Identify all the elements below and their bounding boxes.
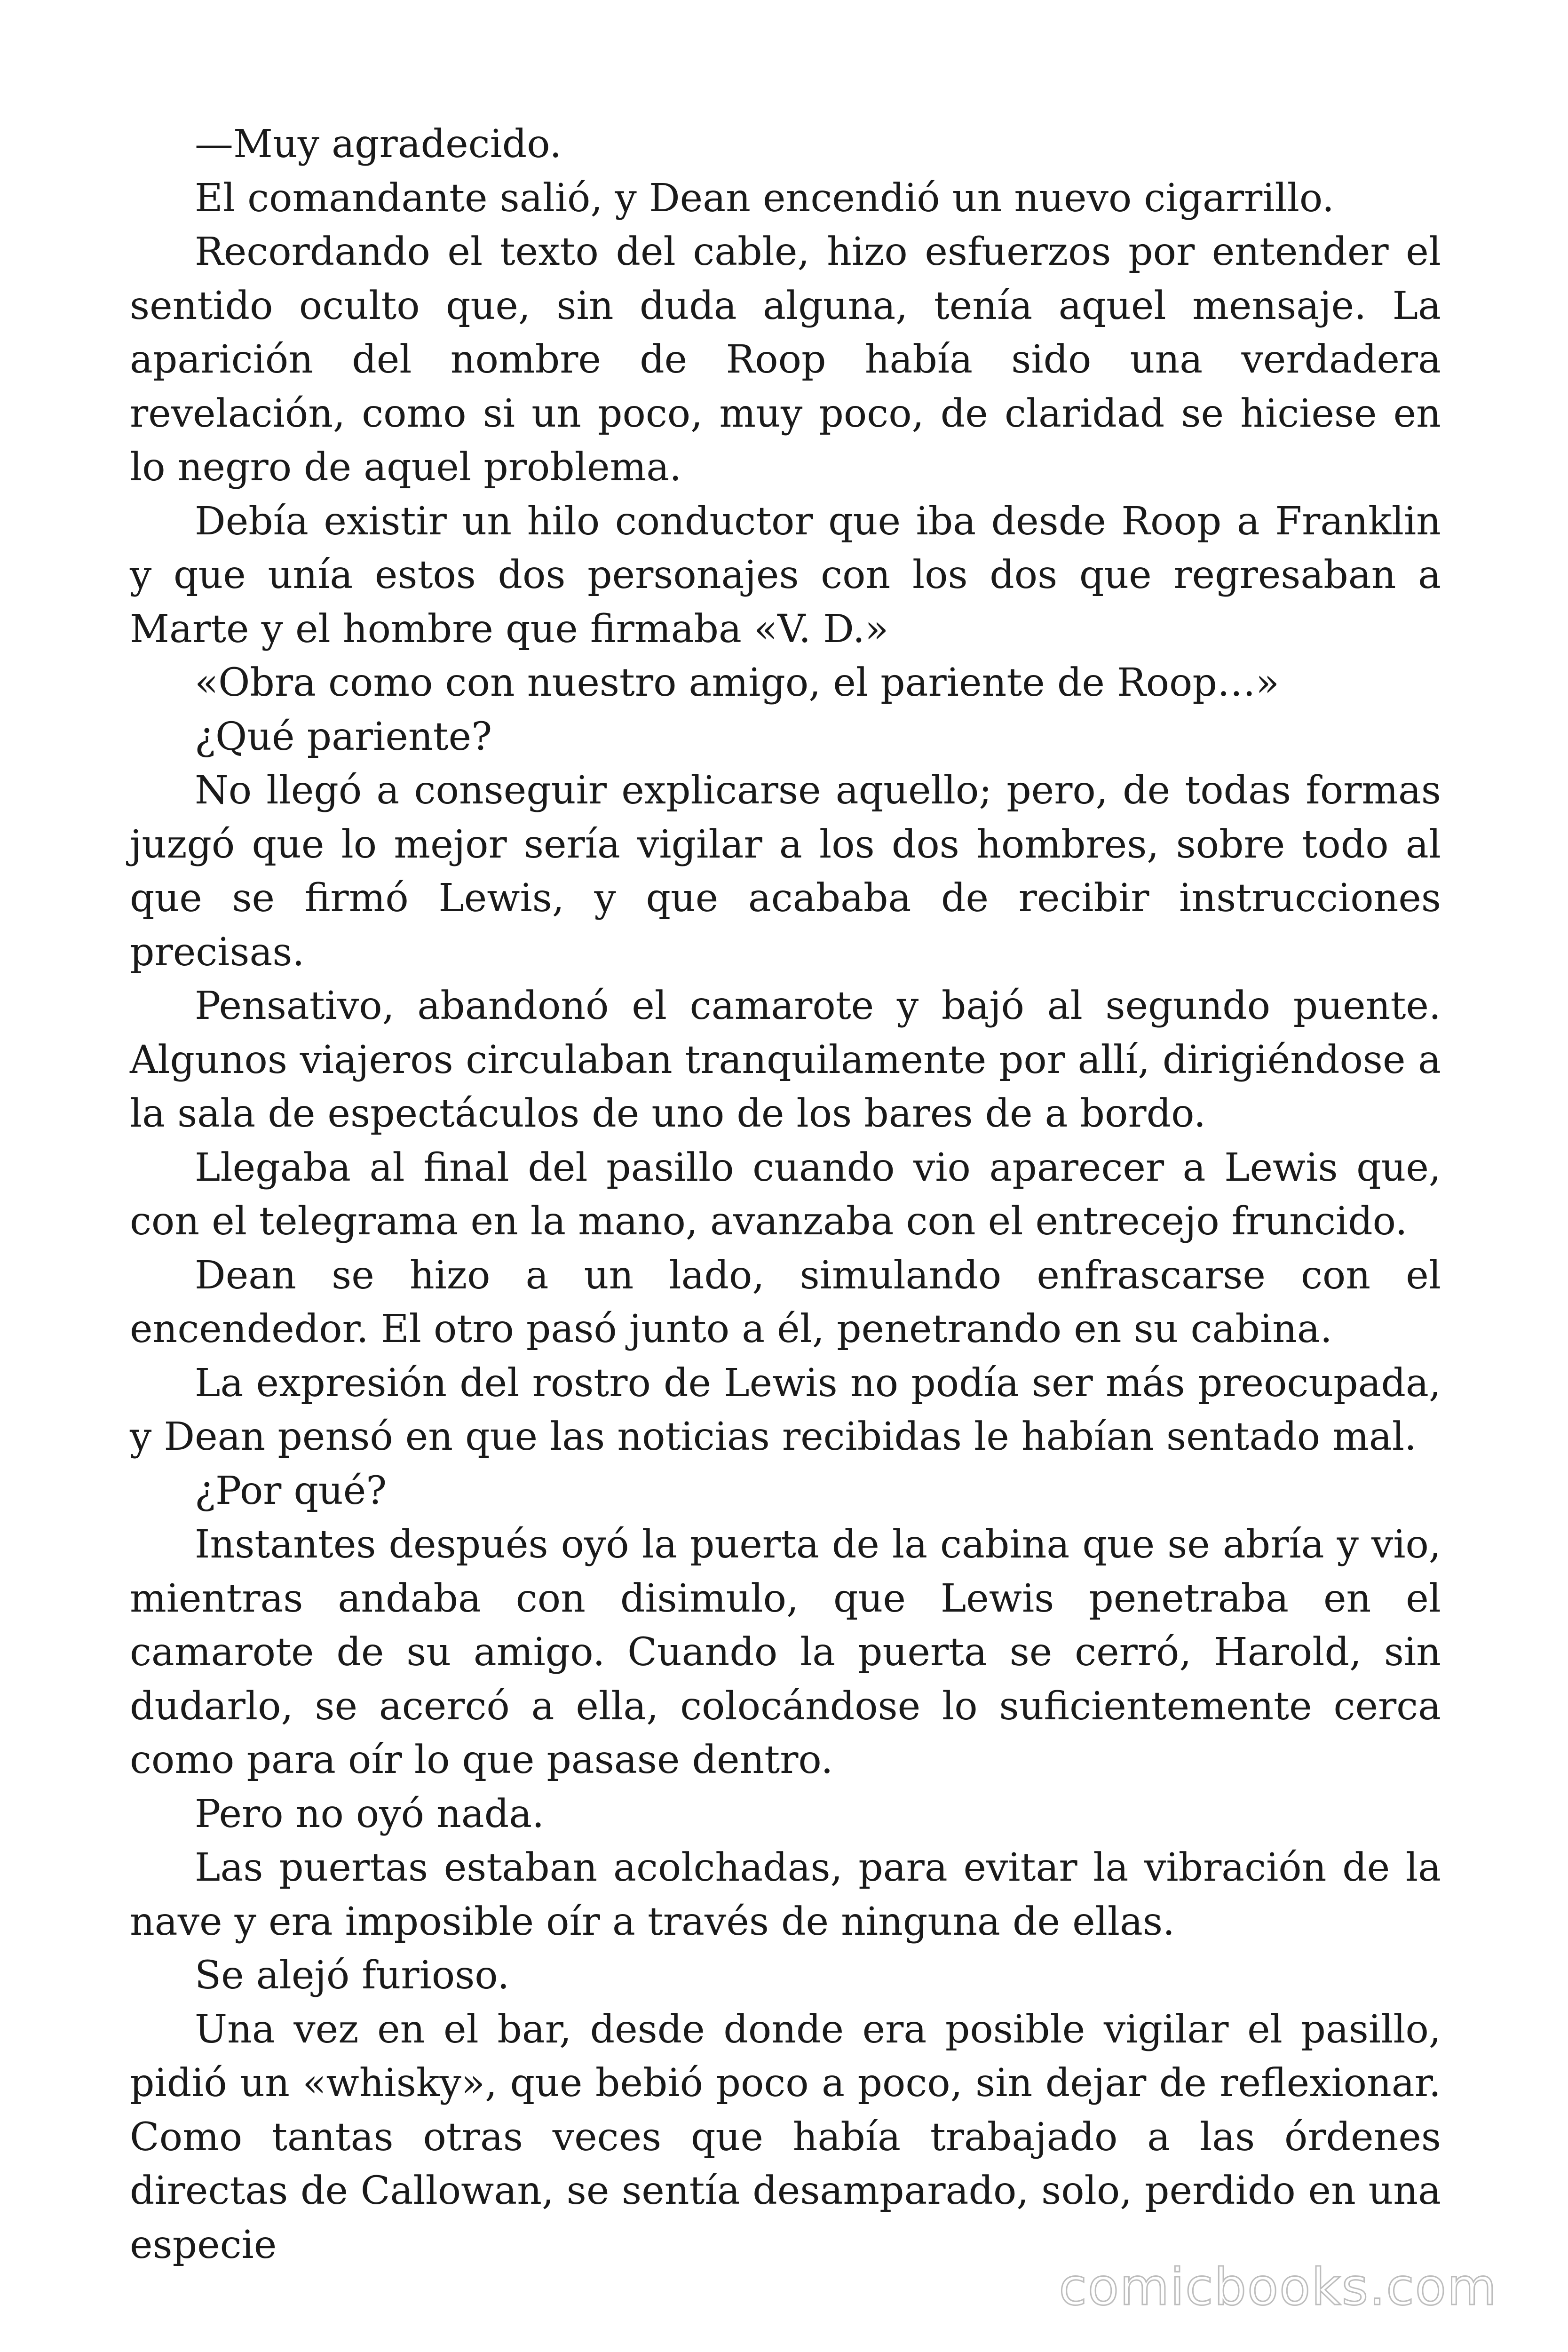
paragraph: —Muy agradecido. xyxy=(195,122,562,167)
paragraph: El comandante salió, y Dean encendió un nuevo cigarrillo. xyxy=(195,175,1334,221)
paragraph: ¿Por qué? xyxy=(195,1468,387,1513)
paragraph: Las puertas estaban acolchadas, para evitar la vibración de la nave y era imposible oír a través de ninguna de ellas. xyxy=(130,1845,1441,1944)
paragraph: La expresión del rostro de Lewis no podía ser más preocupada, y Dean pensó en que las noticias recibidas le habían sentado mal. xyxy=(130,1360,1441,1459)
paragraph: No llegó a conseguir explicarse aquello; pero, de todas formas juzgó que lo mejor sería vigilar a los dos hombres, sobre todo al que se firmó Lewis, y que acababa de recibir instrucciones precisas. xyxy=(130,768,1441,975)
paragraph: Una vez en el bar, desde donde era posible vigilar el pasillo, pidió un «whisky», que bebió poco a poco, sin dejar de reflexionar. Como tantas otras veces que había trabajado a las órdenes directas de Callowan, se sentía desamparado, solo, perdido en una especie xyxy=(130,2007,1441,2267)
paragraph: Instantes después oyó la puerta de la cabina que se abría y vio, mientras andaba con disimulo, que Lewis penetraba en el camarote de su amigo. Cuando la puerta se cerró, Harold, sin dudarlo, se acercó a ella, colocándose lo suficientemente cerca como para oír lo que pasase dentro. xyxy=(130,1522,1441,1782)
paragraph: ¿Qué pariente? xyxy=(195,714,492,759)
body-text xyxy=(130,118,1441,2272)
paragraph: Pensativo, abandonó el camarote y bajó al segundo puente. Algunos viajeros circulaban tranquilamente por allí, dirigiéndose a la sala de espectáculos de uno de los bares de a bordo. xyxy=(130,984,1441,1136)
paragraph: Se alejó furioso. xyxy=(195,1953,510,1998)
paragraph: Pero no oyó nada. xyxy=(195,1791,545,1836)
paragraph: Recordando el texto del cable, hizo esfuerzos por entender el sentido oculto que, sin duda alguna, tenía aquel mensaje. La aparición del nombre de Roop había sido una verdadera revelación, como si un poco, muy poco, de claridad se hiciese en lo negro de aquel problema. xyxy=(130,230,1441,490)
paragraph: Dean se hizo a un lado, simulando enfrascarse con el encendedor. El otro pasó junto a él, penetrando en su cabina. xyxy=(130,1253,1441,1351)
paragraph: Debía existir un hilo conductor que iba desde Roop a Franklin y que unía estos dos personajes con los dos que regresaban a Marte y el hombre que firmaba «V. D.» xyxy=(130,499,1441,652)
watermark: comicbooks.com xyxy=(1059,2258,1497,2317)
paragraph: «Obra como con nuestro amigo, el pariente de Roop…» xyxy=(195,660,1280,705)
paragraph: Llegaba al final del pasillo cuando vio aparecer a Lewis que, con el telegrama en la mano, avanzaba con el entrecejo fruncido. xyxy=(130,1145,1441,1244)
